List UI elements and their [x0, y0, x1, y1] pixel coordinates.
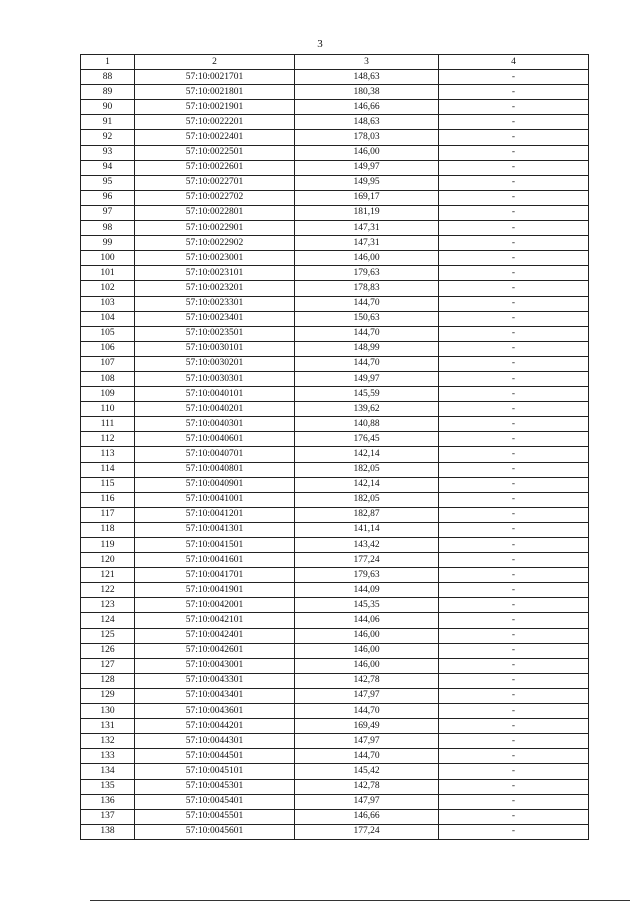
- column-header-4: 4: [439, 55, 589, 70]
- column-header-2: 2: [135, 55, 295, 70]
- cadastral-number-cell: 57:10:0030101: [135, 341, 295, 356]
- row-number-cell: 105: [81, 326, 135, 341]
- value-cell: 140,88: [295, 417, 439, 432]
- cadastral-number-cell: 57:10:0022701: [135, 175, 295, 190]
- table-header-row: [81, 55, 589, 70]
- row-number-cell: 99: [81, 236, 135, 251]
- value-cell: 147,97: [295, 734, 439, 749]
- cadastral-number-cell: 57:10:0040201: [135, 402, 295, 417]
- cadastral-number-cell: 57:10:0045101: [135, 764, 295, 779]
- note-cell: -: [439, 507, 589, 522]
- row-number-cell: 100: [81, 251, 135, 266]
- value-cell: 145,35: [295, 598, 439, 613]
- row-number-cell: 122: [81, 583, 135, 598]
- cadastral-number-cell: 57:10:0023301: [135, 296, 295, 311]
- cadastral-number-cell: 57:10:0042401: [135, 628, 295, 643]
- cadastral-number-cell: 57:10:0040801: [135, 462, 295, 477]
- cadastral-number-cell: 57:10:0040601: [135, 432, 295, 447]
- note-cell: -: [439, 598, 589, 613]
- cadastral-number-cell: 57:10:0042101: [135, 613, 295, 628]
- table-row: [81, 221, 589, 236]
- value-cell: 179,63: [295, 568, 439, 583]
- table-row: [81, 809, 589, 824]
- note-cell: -: [439, 613, 589, 628]
- cadastral-number-cell: 57:10:0023501: [135, 326, 295, 341]
- row-number-cell: 138: [81, 824, 135, 839]
- cadastral-number-cell: 57:10:0041001: [135, 492, 295, 507]
- value-cell: 142,14: [295, 477, 439, 492]
- note-cell: -: [439, 809, 589, 824]
- cadastral-number-cell: 57:10:0030301: [135, 371, 295, 386]
- table-row: [81, 447, 589, 462]
- table-row: [81, 492, 589, 507]
- row-number-cell: 92: [81, 130, 135, 145]
- cadastral-number-cell: 57:10:0041501: [135, 538, 295, 553]
- value-cell: 147,31: [295, 221, 439, 236]
- note-cell: -: [439, 824, 589, 839]
- row-number-cell: 90: [81, 100, 135, 115]
- value-cell: 146,00: [295, 658, 439, 673]
- table-row: [81, 311, 589, 326]
- cadastral-number-cell: 57:10:0041901: [135, 583, 295, 598]
- row-number-cell: 116: [81, 492, 135, 507]
- note-cell: -: [439, 538, 589, 553]
- row-number-cell: 98: [81, 221, 135, 236]
- value-cell: 148,63: [295, 115, 439, 130]
- cadastral-number-cell: 57:10:0023101: [135, 266, 295, 281]
- row-number-cell: 104: [81, 311, 135, 326]
- note-cell: -: [439, 417, 589, 432]
- value-cell: 182,05: [295, 462, 439, 477]
- cadastral-number-cell: 57:10:0041601: [135, 553, 295, 568]
- table-row: [81, 356, 589, 371]
- data-table: [80, 54, 589, 840]
- value-cell: 148,99: [295, 341, 439, 356]
- row-number-cell: 102: [81, 281, 135, 296]
- row-number-cell: 133: [81, 749, 135, 764]
- table-row: [81, 522, 589, 537]
- row-number-cell: 91: [81, 115, 135, 130]
- value-cell: 149,97: [295, 371, 439, 386]
- column-header-3: 3: [295, 55, 439, 70]
- row-number-cell: 106: [81, 341, 135, 356]
- page-number: 3: [317, 38, 323, 50]
- value-cell: 147,97: [295, 688, 439, 703]
- note-cell: -: [439, 583, 589, 598]
- note-cell: -: [439, 477, 589, 492]
- note-cell: -: [439, 387, 589, 402]
- value-cell: 145,42: [295, 764, 439, 779]
- note-cell: -: [439, 236, 589, 251]
- value-cell: 139,62: [295, 402, 439, 417]
- cadastral-number-cell: 57:10:0022401: [135, 130, 295, 145]
- row-number-cell: 119: [81, 538, 135, 553]
- cadastral-number-cell: 57:10:0042601: [135, 643, 295, 658]
- row-number-cell: 89: [81, 85, 135, 100]
- row-number-cell: 124: [81, 613, 135, 628]
- note-cell: -: [439, 734, 589, 749]
- cadastral-number-cell: 57:10:0045501: [135, 809, 295, 824]
- value-cell: 145,59: [295, 387, 439, 402]
- table-row: [81, 85, 589, 100]
- table-row: [81, 236, 589, 251]
- cadastral-number-cell: 57:10:0022201: [135, 115, 295, 130]
- note-cell: -: [439, 85, 589, 100]
- row-number-cell: 101: [81, 266, 135, 281]
- value-cell: 150,63: [295, 311, 439, 326]
- table-row: [81, 658, 589, 673]
- cadastral-number-cell: 57:10:0045601: [135, 824, 295, 839]
- note-cell: -: [439, 205, 589, 220]
- table-row: [81, 205, 589, 220]
- row-number-cell: 109: [81, 387, 135, 402]
- table-row: [81, 130, 589, 145]
- value-cell: 149,95: [295, 175, 439, 190]
- value-cell: 180,38: [295, 85, 439, 100]
- row-number-cell: 120: [81, 553, 135, 568]
- row-number-cell: 134: [81, 764, 135, 779]
- value-cell: 142,14: [295, 447, 439, 462]
- table-row: [81, 598, 589, 613]
- note-cell: -: [439, 100, 589, 115]
- row-number-cell: 135: [81, 779, 135, 794]
- table-row: [81, 296, 589, 311]
- table-row: [81, 583, 589, 598]
- cadastral-number-cell: 57:10:0041701: [135, 568, 295, 583]
- row-number-cell: 117: [81, 507, 135, 522]
- table-row: [81, 160, 589, 175]
- table-row: [81, 613, 589, 628]
- table-body: [81, 70, 589, 840]
- cadastral-number-cell: 57:10:0040901: [135, 477, 295, 492]
- row-number-cell: 114: [81, 462, 135, 477]
- value-cell: 182,05: [295, 492, 439, 507]
- value-cell: 179,63: [295, 266, 439, 281]
- cadastral-number-cell: 57:10:0043601: [135, 704, 295, 719]
- row-number-cell: 136: [81, 794, 135, 809]
- value-cell: 177,24: [295, 553, 439, 568]
- cadastral-number-cell: 57:10:0022801: [135, 205, 295, 220]
- row-number-cell: 118: [81, 522, 135, 537]
- cadastral-number-cell: 57:10:0040101: [135, 387, 295, 402]
- table-row: [81, 432, 589, 447]
- table-row: [81, 387, 589, 402]
- table-row: [81, 281, 589, 296]
- cadastral-number-cell: 57:10:0022501: [135, 145, 295, 160]
- value-cell: 143,42: [295, 538, 439, 553]
- row-number-cell: 123: [81, 598, 135, 613]
- row-number-cell: 137: [81, 809, 135, 824]
- note-cell: -: [439, 296, 589, 311]
- note-cell: -: [439, 688, 589, 703]
- value-cell: 147,31: [295, 236, 439, 251]
- value-cell: 144,70: [295, 296, 439, 311]
- note-cell: -: [439, 115, 589, 130]
- row-number-cell: 126: [81, 643, 135, 658]
- table-row: [81, 553, 589, 568]
- row-number-cell: 128: [81, 673, 135, 688]
- value-cell: 144,70: [295, 749, 439, 764]
- cadastral-number-cell: 57:10:0030201: [135, 356, 295, 371]
- table-row: [81, 538, 589, 553]
- value-cell: 169,49: [295, 719, 439, 734]
- note-cell: -: [439, 673, 589, 688]
- cadastral-number-cell: 57:10:0022901: [135, 221, 295, 236]
- note-cell: -: [439, 326, 589, 341]
- note-cell: -: [439, 432, 589, 447]
- note-cell: -: [439, 281, 589, 296]
- table-row: [81, 462, 589, 477]
- cadastral-number-cell: 57:10:0043001: [135, 658, 295, 673]
- note-cell: -: [439, 175, 589, 190]
- note-cell: -: [439, 719, 589, 734]
- cadastral-number-cell: 57:10:0022902: [135, 236, 295, 251]
- table-row: [81, 326, 589, 341]
- table-row: [81, 824, 589, 839]
- cadastral-number-cell: 57:10:0042001: [135, 598, 295, 613]
- cadastral-number-cell: 57:10:0045301: [135, 779, 295, 794]
- cadastral-number-cell: 57:10:0041301: [135, 522, 295, 537]
- table-row: [81, 764, 589, 779]
- table-row: [81, 704, 589, 719]
- table-row: [81, 719, 589, 734]
- note-cell: -: [439, 522, 589, 537]
- note-cell: -: [439, 221, 589, 236]
- note-cell: -: [439, 643, 589, 658]
- note-cell: -: [439, 311, 589, 326]
- value-cell: 178,03: [295, 130, 439, 145]
- value-cell: 148,63: [295, 70, 439, 85]
- cadastral-number-cell: 57:10:0043401: [135, 688, 295, 703]
- table-row: [81, 673, 589, 688]
- value-cell: 142,78: [295, 779, 439, 794]
- cadastral-number-cell: 57:10:0022601: [135, 160, 295, 175]
- bottom-rule: [90, 900, 630, 901]
- row-number-cell: 130: [81, 704, 135, 719]
- value-cell: 146,00: [295, 251, 439, 266]
- row-number-cell: 107: [81, 356, 135, 371]
- row-number-cell: 112: [81, 432, 135, 447]
- value-cell: 181,19: [295, 205, 439, 220]
- table-row: [81, 779, 589, 794]
- note-cell: -: [439, 658, 589, 673]
- table-row: [81, 794, 589, 809]
- table-row: [81, 266, 589, 281]
- table-row: [81, 115, 589, 130]
- row-number-cell: 88: [81, 70, 135, 85]
- note-cell: -: [439, 447, 589, 462]
- value-cell: 146,00: [295, 145, 439, 160]
- value-cell: 176,45: [295, 432, 439, 447]
- note-cell: -: [439, 628, 589, 643]
- row-number-cell: 96: [81, 190, 135, 205]
- value-cell: 144,70: [295, 704, 439, 719]
- value-cell: 182,87: [295, 507, 439, 522]
- cadastral-number-cell: 57:10:0043301: [135, 673, 295, 688]
- table-row: [81, 734, 589, 749]
- note-cell: -: [439, 794, 589, 809]
- row-number-cell: 131: [81, 719, 135, 734]
- cadastral-number-cell: 57:10:0044201: [135, 719, 295, 734]
- value-cell: 147,97: [295, 794, 439, 809]
- note-cell: -: [439, 568, 589, 583]
- note-cell: -: [439, 492, 589, 507]
- table-row: [81, 341, 589, 356]
- value-cell: 177,24: [295, 824, 439, 839]
- cadastral-number-cell: 57:10:0045401: [135, 794, 295, 809]
- table-row: [81, 568, 589, 583]
- note-cell: -: [439, 704, 589, 719]
- value-cell: 144,70: [295, 356, 439, 371]
- row-number-cell: 94: [81, 160, 135, 175]
- value-cell: 146,00: [295, 628, 439, 643]
- table-row: [81, 100, 589, 115]
- value-cell: 144,70: [295, 326, 439, 341]
- value-cell: 142,78: [295, 673, 439, 688]
- note-cell: -: [439, 145, 589, 160]
- cadastral-number-cell: 57:10:0041201: [135, 507, 295, 522]
- table-row: [81, 371, 589, 386]
- row-number-cell: 132: [81, 734, 135, 749]
- cadastral-number-cell: 57:10:0021901: [135, 100, 295, 115]
- value-cell: 144,09: [295, 583, 439, 598]
- row-number-cell: 115: [81, 477, 135, 492]
- note-cell: -: [439, 764, 589, 779]
- value-cell: 146,66: [295, 100, 439, 115]
- row-number-cell: 127: [81, 658, 135, 673]
- cadastral-number-cell: 57:10:0044501: [135, 749, 295, 764]
- note-cell: -: [439, 266, 589, 281]
- table-row: [81, 145, 589, 160]
- value-cell: 141,14: [295, 522, 439, 537]
- note-cell: -: [439, 553, 589, 568]
- table-row: [81, 190, 589, 205]
- table-row: [81, 749, 589, 764]
- table-row: [81, 477, 589, 492]
- value-cell: 178,83: [295, 281, 439, 296]
- row-number-cell: 108: [81, 371, 135, 386]
- row-number-cell: 103: [81, 296, 135, 311]
- row-number-cell: 111: [81, 417, 135, 432]
- cadastral-number-cell: 57:10:0044301: [135, 734, 295, 749]
- cadastral-number-cell: 57:10:0021801: [135, 85, 295, 100]
- cadastral-number-cell: 57:10:0023401: [135, 311, 295, 326]
- cadastral-number-cell: 57:10:0023001: [135, 251, 295, 266]
- row-number-cell: 121: [81, 568, 135, 583]
- cadastral-number-cell: 57:10:0040701: [135, 447, 295, 462]
- table-row: [81, 417, 589, 432]
- cadastral-number-cell: 57:10:0023201: [135, 281, 295, 296]
- value-cell: 144,06: [295, 613, 439, 628]
- value-cell: 169,17: [295, 190, 439, 205]
- note-cell: -: [439, 371, 589, 386]
- table-row: [81, 175, 589, 190]
- table-row: [81, 643, 589, 658]
- row-number-cell: 97: [81, 205, 135, 220]
- note-cell: -: [439, 190, 589, 205]
- table-row: [81, 251, 589, 266]
- note-cell: -: [439, 251, 589, 266]
- note-cell: -: [439, 341, 589, 356]
- note-cell: -: [439, 356, 589, 371]
- table-row: [81, 70, 589, 85]
- cadastral-number-cell: 57:10:0040301: [135, 417, 295, 432]
- note-cell: -: [439, 160, 589, 175]
- table-row: [81, 688, 589, 703]
- table-row: [81, 507, 589, 522]
- note-cell: -: [439, 70, 589, 85]
- value-cell: 146,00: [295, 643, 439, 658]
- note-cell: -: [439, 402, 589, 417]
- value-cell: 149,97: [295, 160, 439, 175]
- table-row: [81, 628, 589, 643]
- cadastral-number-cell: 57:10:0021701: [135, 70, 295, 85]
- note-cell: -: [439, 779, 589, 794]
- row-number-cell: 95: [81, 175, 135, 190]
- row-number-cell: 110: [81, 402, 135, 417]
- row-number-cell: 113: [81, 447, 135, 462]
- cadastral-number-cell: 57:10:0022702: [135, 190, 295, 205]
- note-cell: -: [439, 130, 589, 145]
- table-row: [81, 402, 589, 417]
- value-cell: 146,66: [295, 809, 439, 824]
- row-number-cell: 125: [81, 628, 135, 643]
- note-cell: -: [439, 749, 589, 764]
- column-header-1: 1: [81, 55, 135, 70]
- row-number-cell: 129: [81, 688, 135, 703]
- row-number-cell: 93: [81, 145, 135, 160]
- note-cell: -: [439, 462, 589, 477]
